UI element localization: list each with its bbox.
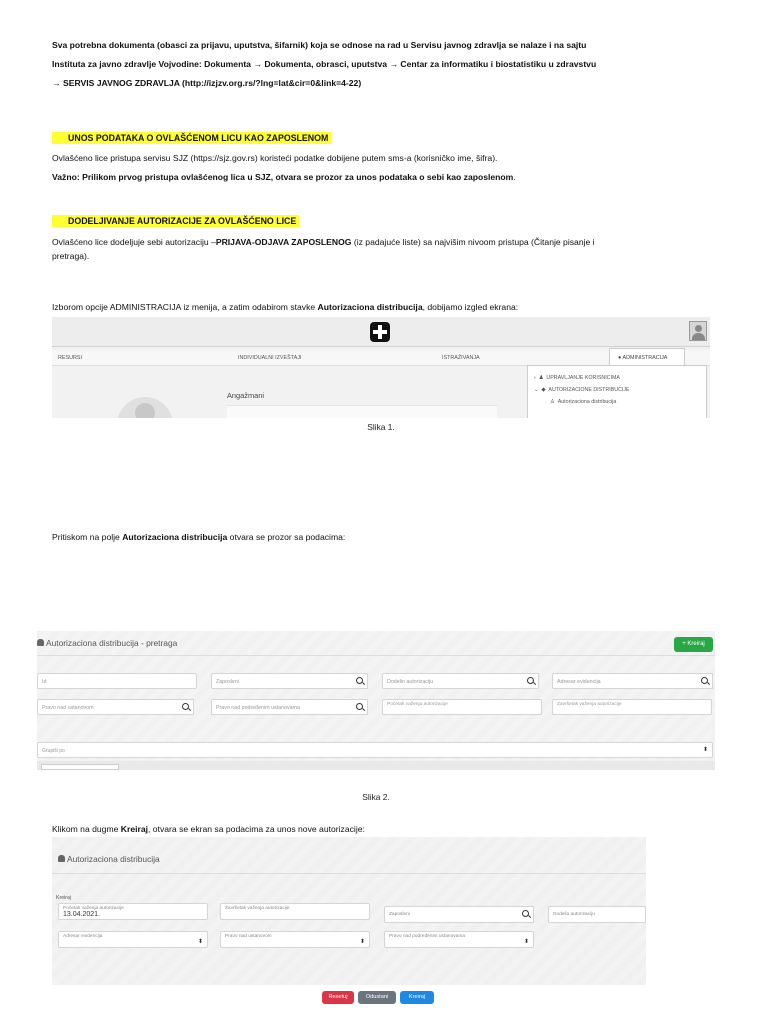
user-icon [37, 639, 44, 646]
caption-2: Slika 2. [362, 792, 390, 802]
click-paragraph-1: Pritiskom na polje Autorizaciona distribucija otvara se prozor sa podacima: [52, 532, 346, 542]
nav-administracija[interactable]: ● ADMINISTRACIJA [609, 348, 685, 366]
search-icon[interactable] [697, 673, 713, 689]
admin-paragraph: Izborom opcije ADMINISTRACIJA iz menija, a zatim odabirom stavke Autorizaciona distribucija, dobijamo izgled ekrana: [52, 302, 519, 312]
pravo-podredjene-field[interactable]: Pravo nad podređenim ustanovama [211, 699, 353, 715]
admin-dropdown [527, 365, 707, 418]
search-title: Autorizaciona distribucija - pretraga [37, 638, 177, 648]
zaposleni-input[interactable]: Zaposleni [384, 906, 519, 923]
adresar-field[interactable]: Adresar evidencija [552, 673, 698, 689]
caption-1: Slika 1. [367, 422, 395, 432]
cancel-button[interactable]: Odustani [358, 991, 396, 1004]
select-caret-icon: ⬍ [198, 939, 204, 945]
angazmani-panel [227, 405, 497, 418]
click-paragraph-2: Klikom na dugme Kreiraj, otvara se ekran sa podacima za unos nove autorizacije: [52, 824, 365, 834]
user-icon: ♙ [550, 399, 555, 405]
search-icon[interactable] [352, 673, 368, 689]
create-submit-button[interactable]: Kreiraj [400, 991, 434, 1004]
nav-istrazivanja[interactable]: ISTRAŽIVANJA [442, 355, 480, 361]
create-button[interactable]: + Kreiraj [674, 637, 713, 652]
pravo-ustanova-field[interactable]: Pravo nad ustanovom [37, 699, 179, 715]
screenshot-1 [52, 317, 710, 418]
create-title: Autorizaciona distribucija [58, 854, 160, 864]
group-by-select[interactable]: Grupiši po [37, 742, 713, 758]
user-icon [58, 855, 65, 862]
intro-text [52, 38, 742, 90]
search-icon[interactable] [352, 699, 368, 715]
profile-avatar [117, 397, 173, 418]
info-icon: ● [618, 355, 623, 361]
angazmani-label: Angažmani [227, 391, 264, 400]
menu-item-distribucije[interactable]: ⌄ ◆ AUTORIZACIONE DISTRIBUCIJE [534, 387, 630, 393]
zavrsetak-field[interactable]: Završetak važenja autorizacije [552, 699, 712, 715]
dodelio-input[interactable]: Dodelio autorizaciju [548, 906, 646, 923]
select-caret-icon: ⬍ [524, 939, 530, 945]
menu-item-korisnici[interactable]: › ♟ UPRAVLJANJE KORISNICIMA [534, 375, 620, 381]
adresar-select[interactable]: Adresar evidencija [58, 931, 208, 948]
result-tab[interactable] [41, 764, 119, 770]
intro-line-3: → SERVIS JAVNOG ZDRAVLJA (http://izjzv.org.rs/?lng=lat&cir=0&link=4-22) [52, 78, 362, 88]
section-heading-1: UNOS PODATAKA O OVLAŠĆENOM LICU KAO ZAPOSLENOM [52, 128, 331, 146]
dodelio-field[interactable]: Dodelio autorizaciju [382, 673, 524, 689]
select-caret-icon: ⬍ [703, 747, 709, 753]
section2-paragraph: Ovlašćeno lice dodeljuje sebi autorizaciju –PRIJAVA-ODJAVA ZAPOSLENOG (iz padajuće liste) sa najvišim nivoom pristupa (Čitanje pisanje i pretraga). [52, 237, 595, 261]
search-icon[interactable] [523, 673, 539, 689]
intro-line-2: Instituta za javno zdravlje Vojvodine: Dokumenta → Dokumenta, obrasci, uputstva → Centar za informatiku i biostatistiku u zdravstvu [52, 59, 597, 69]
pocetak-input[interactable]: Početak važenja autorizacije 13.04.2021. [58, 903, 208, 920]
zavrsetak-input[interactable]: Završetak važenja autorizacije [220, 903, 370, 920]
screenshot-2 [37, 631, 715, 770]
search-icon[interactable] [178, 699, 194, 715]
pravo-podredjene-select[interactable]: Pravo nad podređenim ustanovama [384, 931, 534, 948]
logo-icon [370, 322, 390, 342]
search-icon[interactable] [518, 906, 534, 923]
users-icon: ♟ [538, 375, 544, 381]
section1-paragraph: Ovlašćeno lice pristupa servisu SJZ (https://sjz.gov.rs) koristeći podatke dobijene putem sms-a (korisničko ime, šifra). Važno: Prilikom prvog pristupa ovlašćenog lica u SJZ, otvara se prozor za unos podataka o sebi kao zaposlenom. [52, 153, 516, 182]
avatar-icon[interactable] [689, 321, 707, 341]
pravo-ustanova-select[interactable]: Pravo nad ustanovom [220, 931, 370, 948]
screenshot-3 [52, 837, 646, 1014]
id-field[interactable]: Id [37, 673, 197, 689]
menu-item-autorizaciona[interactable]: ♙ Autorizaciona distribucija [550, 399, 617, 405]
create-label: Kreiraj [56, 895, 71, 901]
app-header [52, 317, 710, 347]
zaposleni-field[interactable]: Zaposleni [211, 673, 353, 689]
section-heading-2: DODELJIVANJE AUTORIZACIJE ZA OVLAŠĆENO LICE [52, 211, 299, 229]
nav-izvestaji[interactable]: INDIVIDUALNI IZVEŠTAJI [238, 355, 302, 361]
tag-icon: ◆ [541, 387, 546, 393]
reset-button[interactable]: Resetuj [322, 991, 354, 1004]
select-caret-icon: ⬍ [360, 939, 366, 945]
pocetak-field[interactable]: Početak važenja autorizacije [382, 699, 542, 715]
intro-line-1: Sva potrebna dokumenta (obasci za prijavu, uputstva, šifarnik) koja se odnose na rad u Servisu javnog zdravlja se nalaze i na sajtu [52, 40, 587, 50]
nav-resursi[interactable]: RESURSI [58, 355, 82, 361]
